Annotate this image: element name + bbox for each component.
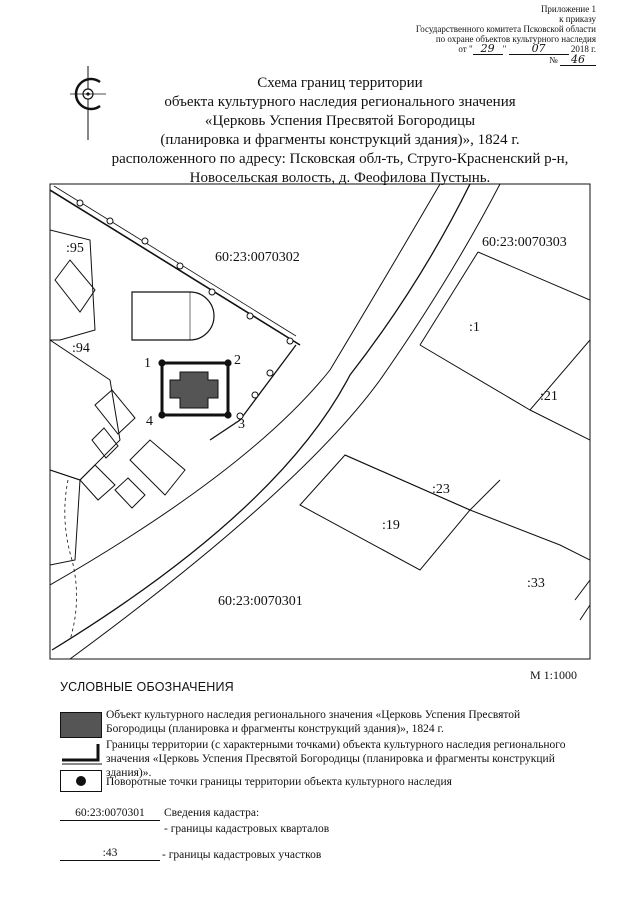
legend-cad-parcels: - границы кадастровых участков [162, 849, 322, 861]
legend-boundary-symbol [58, 740, 104, 766]
building-outline [55, 260, 95, 312]
label-parcel-23: :23 [432, 482, 450, 497]
label-parcel-33: :33 [527, 576, 545, 591]
building-outline [80, 465, 115, 500]
legend-item-object: Объект культурного наследия регионального значения «Церковь Успения Пресвятой Богородицы (планировка и фрагменты конструкций здания)», 1824 г. [106, 709, 521, 735]
church-building-icon [170, 372, 218, 408]
label-point-2: 2 [234, 353, 241, 368]
parcel-33-north [470, 510, 590, 560]
label-point-1: 1 [144, 356, 151, 371]
turning-point-3 [224, 411, 231, 418]
order-number: 46 [560, 55, 596, 66]
appendix-date: от " 29 " 07 2018 г. [458, 42, 596, 55]
label-parcel-94: :94 [72, 341, 90, 356]
map-scale: М 1:1000 [530, 668, 578, 682]
appendix-line4: по охране объектов культурного наследия [435, 34, 596, 44]
appendix-number: № 46 [416, 55, 596, 66]
parcel-94-outline [50, 340, 120, 480]
turning-point-4 [158, 411, 165, 418]
label-point-4: 4 [146, 414, 153, 429]
parcel-edge-se [575, 580, 590, 620]
legend-item-points: Поворотные точки границы территории объекта культурного наследия [106, 776, 452, 788]
label-quarter-302: 60:23:0070302 [215, 250, 300, 265]
turning-point-1 [158, 359, 165, 366]
parcel-1-south [420, 340, 590, 410]
legend-parcel-code: :43 [60, 846, 160, 861]
label-parcel-19: :19 [382, 518, 400, 533]
legend-cad-title: Сведения кадастра: [164, 807, 260, 819]
quarter-boundary-north [50, 190, 300, 345]
date-month: 07 [509, 44, 569, 55]
turning-point-2 [224, 359, 231, 366]
parcel-1-north [478, 252, 590, 300]
turning-point-icon [76, 776, 86, 786]
label-quarter-301: 60:23:0070301 [218, 594, 303, 609]
appendix-line3: Государственного комитета Псковской области [415, 24, 596, 34]
parcel-23-outline [345, 455, 500, 510]
label-quarter-303: 60:23:0070303 [482, 235, 567, 250]
legend-cad-code: 60:23:0070301 [60, 806, 160, 821]
document-title: Схема границ территории объекта культурного наследия регионального значения «Церковь Успения Пресвятой Богородицы (планировка и фрагменты конструкций здания)», 1824 г. расположенного по адресу: Псковская обл-ть, Струго-Красненский р-н, Новосельская волость, д. Феофилова Пустынь. [111, 75, 569, 186]
legend-object-swatch [60, 712, 102, 738]
parcel-21-south [530, 410, 590, 440]
legend-heading: УСЛОВНЫЕ ОБОЗНАЧЕНИЯ [60, 680, 234, 694]
legend-cad-quarters: - границы кадастровых кварталов [164, 823, 330, 835]
building-outline [115, 478, 145, 508]
label-parcel-21: :21 [540, 389, 558, 404]
label-parcel-1: :1 [469, 320, 480, 335]
date-year: 2018 г. [570, 44, 596, 54]
legend-item-boundary: Границы территории (с характерными точками) объекта культурного наследия регионального значения «Церковь Успения Пресвятой Богородицы (планировка и фрагменты конструкций здания)». [106, 739, 566, 779]
label-point-3: 3 [238, 417, 245, 432]
appendix-line1: Приложение 1 [540, 4, 596, 14]
appendix-line2: к приказу [559, 14, 596, 24]
building-outline [132, 292, 214, 340]
legend-point-swatch [60, 770, 102, 792]
building-outline [92, 428, 118, 458]
date-day: 29 [473, 44, 503, 55]
label-parcel-95: :95 [66, 241, 84, 256]
building-outline [130, 440, 185, 495]
